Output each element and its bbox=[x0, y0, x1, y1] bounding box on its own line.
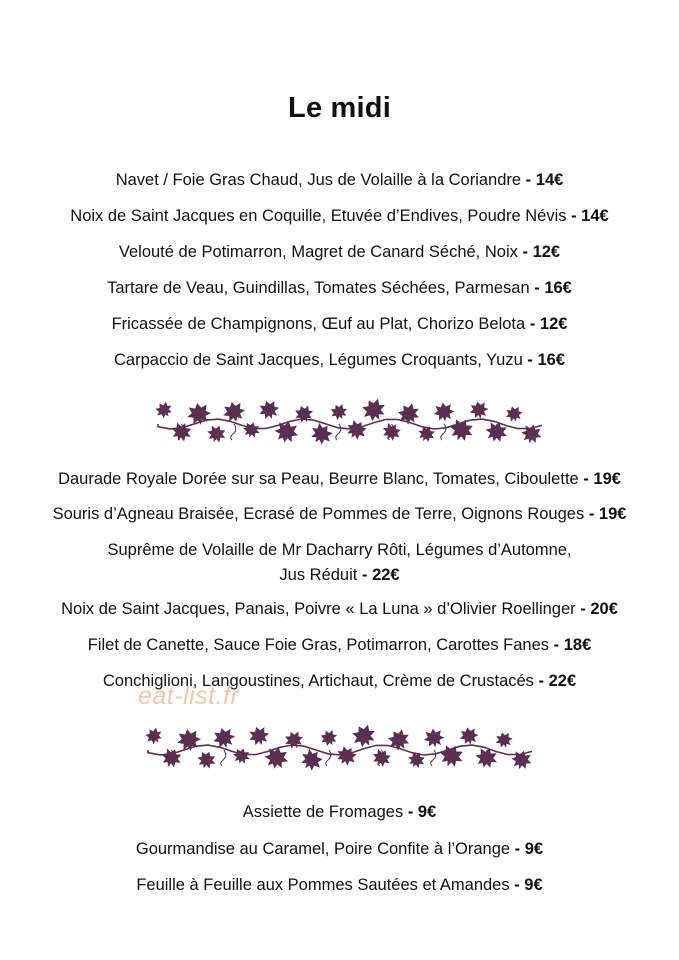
dish-name: Tartare de Veau, Guindillas, Tomates Séchées, Parmesan bbox=[107, 279, 530, 297]
menu-item: Velouté de Potimarron, Magret de Canard Séché, Noix - 12€ bbox=[118, 243, 561, 261]
dish-name: Velouté de Potimarron, Magret de Canard Séché, Noix bbox=[118, 243, 518, 261]
vine-leaf-icon bbox=[205, 423, 229, 446]
dish-name: Daurade Royale Dorée sur sa Peau, Beurre Blanc, Tomates, Ciboulette bbox=[58, 470, 579, 488]
dish-name: Suprême de Volaille de Mr Dacharry Rôti, Légumes d’Automne, bbox=[107, 541, 572, 559]
dish-name: Gourmandise au Caramel, Poire Confite à l’Orange bbox=[135, 840, 511, 858]
page-title: Le midi bbox=[288, 92, 391, 124]
vine-tendril bbox=[231, 424, 236, 440]
vine-leaf-icon bbox=[423, 727, 446, 748]
vine-leaf-icon bbox=[369, 746, 394, 770]
vine-leaf-icon bbox=[494, 730, 515, 750]
menu-item: Gourmandise au Caramel, Poire Confite à l’Orange - 9€ bbox=[135, 840, 544, 858]
vine-tendril bbox=[441, 424, 446, 440]
vine-leaf-icon bbox=[246, 724, 271, 748]
vine-leaf-icon bbox=[468, 400, 490, 421]
vine-leaf-icon bbox=[379, 420, 404, 444]
vine-leaf-icon bbox=[433, 401, 456, 422]
vine-ornament-icon bbox=[150, 394, 550, 448]
menu-item: Daurade Royale Dorée sur sa Peau, Beurre Blanc, Tomates, Ciboulette - 19€ bbox=[58, 470, 621, 488]
dish-name: Noix de Saint Jacques en Coquille, Etuvée d’Endives, Poudre Névis bbox=[70, 207, 567, 225]
dish-name: Conchiglioni, Langoustines, Artichaut, Crème de Crustacés bbox=[102, 672, 534, 690]
vine-leaf-icon bbox=[458, 726, 480, 747]
vine-leaf-icon bbox=[343, 416, 371, 443]
vine-leaf-icon bbox=[415, 423, 437, 445]
vine-leaf-icon bbox=[384, 725, 414, 754]
vine-leaf-icon bbox=[405, 749, 427, 771]
vine-tendril bbox=[431, 750, 436, 766]
dish-price: 19€ bbox=[598, 505, 627, 523]
dish-price: 9€ bbox=[417, 803, 437, 821]
menu-item: Tartare de Veau, Guindillas, Tomates Séchées, Parmesan - 16€ bbox=[107, 279, 572, 297]
menu-item: Noix de Saint Jacques en Coquille, Etuvée d’Endives, Poudre Névis - 14€ bbox=[70, 207, 609, 225]
menu-item: Conchiglioni, Langoustines, Artichaut, Crème de Crustacés - 22€ bbox=[102, 672, 577, 690]
vine-leaf-icon bbox=[282, 728, 306, 751]
vine-tendril bbox=[326, 750, 331, 766]
dish-price: 9€ bbox=[524, 876, 543, 894]
watermark: eat-list.fr bbox=[138, 682, 240, 710]
dish-name: Noix de Saint Jacques, Panais, Poivre « La Luna » d’Olivier Roellinger bbox=[61, 600, 576, 618]
vine-leaf-icon bbox=[358, 395, 390, 426]
dish-price: 16€ bbox=[537, 351, 565, 369]
vine-tendril bbox=[336, 424, 341, 440]
menu-item: Carpaccio de Saint Jacques, Légumes Croquants, Yuzu - 16€ bbox=[114, 351, 565, 369]
dish-price: 22€ bbox=[548, 672, 577, 690]
dish-price: 12€ bbox=[539, 315, 568, 333]
vine-leaf-icon bbox=[328, 401, 350, 423]
dish-price: 14€ bbox=[535, 171, 564, 189]
vine-leaf-icon bbox=[231, 746, 252, 766]
vine-leaf-icon bbox=[152, 399, 175, 422]
vine-leaf-icon bbox=[504, 404, 525, 424]
vine-leaf-icon bbox=[168, 419, 194, 444]
vine-leaf-icon bbox=[142, 725, 165, 748]
dish-name: Navet / Foie Gras Chaud, Jus de Volaille à la Coriandre bbox=[115, 171, 522, 189]
menu-item: Feuille à Feuille aux Pommes Sautées et Amandes - 9€ bbox=[136, 876, 543, 894]
menu-item: Navet / Foie Gras Chaud, Jus de Volaille à la Coriandre - 14€ bbox=[115, 171, 564, 189]
dish-name: Fricassée de Champignons, Œuf au Plat, Chorizo Belota bbox=[111, 315, 526, 333]
dish-price: 20€ bbox=[590, 600, 618, 618]
dish-name: Jus Réduit bbox=[279, 566, 358, 584]
dish-price: 22€ bbox=[372, 566, 400, 584]
dish-name: Souris d’Agneau Braisée, Ecrasé de Pommes de Terre, Oignons Rouges bbox=[52, 505, 585, 523]
dish-price: 16€ bbox=[544, 279, 572, 297]
dish-price: 19€ bbox=[593, 470, 621, 488]
vine-leaf-icon bbox=[333, 742, 361, 769]
vine-leaf-icon bbox=[256, 398, 281, 422]
vine-leaf-icon bbox=[296, 745, 326, 774]
vine-leaf-icon bbox=[318, 727, 340, 749]
vine-leaf-icon bbox=[241, 420, 262, 440]
vine-leaf-icon bbox=[394, 399, 424, 428]
menu-item: Fricassée de Champignons, Œuf au Plat, Chorizo Belota - 12€ bbox=[111, 315, 568, 333]
menu-item: Filet de Canette, Sauce Foie Gras, Potimarron, Carottes Fanes - 18€ bbox=[87, 636, 592, 654]
dish-name: Carpaccio de Saint Jacques, Légumes Croquants, Yuzu bbox=[114, 351, 523, 369]
menu-item: Noix de Saint Jacques, Panais, Poivre « La Luna » d’Olivier Roellinger - 20€ bbox=[61, 600, 618, 618]
menu-item: Assiette de Fromages - 9€ bbox=[242, 803, 437, 821]
vine-leaf-icon bbox=[158, 745, 184, 770]
vine-leaf-icon bbox=[195, 749, 219, 772]
dish-price: 18€ bbox=[563, 636, 592, 654]
dish-name: Feuille à Feuille aux Pommes Sautées et Amandes bbox=[136, 876, 510, 894]
vine-leaf-icon bbox=[348, 721, 380, 752]
menu-item: Souris d’Agneau Braisée, Ecrasé de Pommes de Terre, Oignons Rouges - 19€ bbox=[52, 505, 627, 523]
vine-ornament-icon bbox=[140, 720, 540, 774]
vine-leaf-icon bbox=[292, 402, 316, 425]
dish-name: Filet de Canette, Sauce Foie Gras, Potimarron, Carottes Fanes bbox=[87, 636, 550, 654]
dish-name: Assiette de Fromages bbox=[242, 803, 404, 821]
dish-price: 9€ bbox=[524, 840, 544, 858]
menu-item-continuation: Jus Réduit - 22€ bbox=[279, 566, 400, 584]
vine-tendril bbox=[221, 750, 226, 766]
dish-price: 14€ bbox=[581, 207, 609, 225]
menu-item bbox=[10, 539, 669, 561]
dish-price: 12€ bbox=[532, 243, 561, 261]
vine-leaf-icon bbox=[306, 419, 336, 448]
